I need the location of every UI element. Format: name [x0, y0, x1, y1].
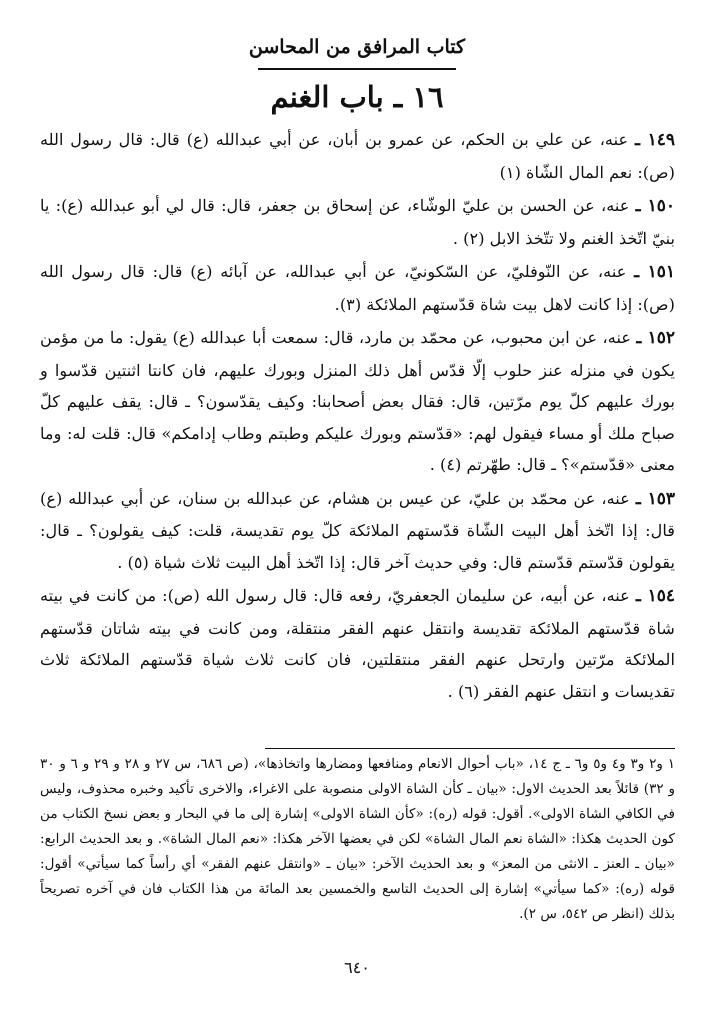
hadith-text: عنه، عن الحسن بن عليّ الوشّاء، عن إسحاق بن جعفر، قال: قال لي أبو عبدالله (ع): يا بنيّ اتّخذ الغنم ولا تتّخذ الابل (٢) .: [40, 196, 675, 248]
hadith-number: ١٤٩ ـ: [635, 130, 675, 150]
hadith-text: عنه، عن محمّد بن عليّ، عن عيس بن هشام، عن عبدالله بن سنان، عن أبي عبدالله (ع) قال: إذا اتّخذ أهل البيت الشّاة قدّستهم الملائكة كلّ يوم تقديسة، قلت: كيف يقولون؟ ـ قال: يقولون قدّستم قدّستم قال: وفي حديث آخر قال: إذا اتّخذ أهل البيت ثلاث شياة (٥) .: [40, 488, 675, 572]
hadith-body: [40, 124, 675, 707]
footnote-separator: [265, 748, 675, 749]
hadith-entry: [40, 256, 675, 320]
running-title: كتاب المرافق من المحاسن: [248, 36, 466, 58]
hadith-entry: [40, 580, 675, 707]
hadith-number: ١٥٠ ـ: [635, 196, 675, 216]
hadith-text: عنه، عن أبيه، عن سليمان الجعفريّ، رفعه قال: قال رسول الله (ص): من كانت في بيته شاة قدّستهم الملائكة تقديسة وانتقل عنهم الفقر منتقلة، ومن كانت في بيته شاتان قدّستهم الملائكة مرّتين وارتحل عنهم الفقر منتقلتين، فان كانت ثلاث شياة قدّستهم الملائكة ثلاث تقديسات و انتقل عنهم الفقر (٦) .: [40, 586, 675, 701]
hadith-entry: [40, 322, 675, 481]
hadith-text: عنه، عن النّوفليّ، عن السّكونيّ، عن أبي عبدالله، عن آبائه (ع) قال: قال رسول الله (ص): إذا كانت لاهل بيت شاة قدّستهم الملائكة (٣).: [40, 262, 675, 314]
footnotes: ١ و٢ و٣ و٤ و٥ و٦ ـ ج ١٤، «باب أحوال الانعام ومنافعها ومضارها واتخاذها»، (ص ٦٨٦، س ٢٧ و ٢٨ و ٢٩ و ٦ و ٣٠ و ٣٢) قائلاً بعد الحديث الاول: «بيان ـ كأن الشاة الاولى منصوبة على الاغراء، والاخرى تأكيد وخبره محذوف، وليس في الكافي الشاة الاولى». أقول: قوله (ره): «كأن الشاة الاولى» إشارة إلى ما في البحار و بعض نسخ الكتاب من كون الحديث هكذا: «الشاة نعم المال الشاة» لكن في بعضها الآخر هكذا: «نعم المال الشاة». و بعد الحديث الرابع: «بيان ـ العنز ـ الانثى من المعز» و بعد الحديث الآخر: «بيان ـ «وانتقل عنهم الفقر» أي رأساً كما سيأتي» أقول: قوله (ره): «كما سيأتي» إشارة إلى الحديث التاسع والخمسين بعد المائة من هذا الكتاب فان في آخره تصريحاً بذلك (انظر ص ٥٤٢، س ٢).: [40, 756, 676, 922]
hadith-number: ١٥٤ ـ: [635, 586, 675, 606]
hadith-text: عنه، عن علي بن الحكم، عن عمرو بن أبان، عن أبي عبدالله (ع) قال: قال رسول الله (ص): نعم المال الشّاة (١): [40, 130, 675, 182]
page-number: ٦٤٠: [344, 958, 370, 977]
hadith-text: عنه، عن ابن محبوب، عن محمّد بن مارد، قال: سمعت أبا عبدالله (ع) يقول: ما من مؤمن يكون في منزله عنز حلوب إلّا قدّس أهل ذلك المنزل وبورك عليهم، فان كانتا اثنتين قدّسوا و بورك عليهم كلّ يوم مرّتين، قال: فقال بعض أصحابنا: وكيف يقدّسون؟ ـ قال: يقف عليهم كلّ صباح ملك أو مساء فيقول لهم: «قدّستم وبورك عليكم وطبتم وطاب إدامكم» قال: قلت له: وما معنى «قدّستم»؟ ـ قال: طهّرتم (٤) .: [40, 328, 675, 474]
hadith-entry: [40, 190, 675, 254]
header-rule: [258, 68, 456, 70]
chapter-title: ١٦ ـ باب الغنم: [270, 80, 444, 114]
hadith-entry: [40, 483, 675, 579]
hadith-entry: [40, 124, 675, 188]
hadith-number: ١٥٣ ـ: [635, 488, 675, 509]
hadith-number: ١٥١ ـ: [634, 262, 675, 282]
hadith-number: ١٥٢ ـ: [636, 328, 675, 348]
